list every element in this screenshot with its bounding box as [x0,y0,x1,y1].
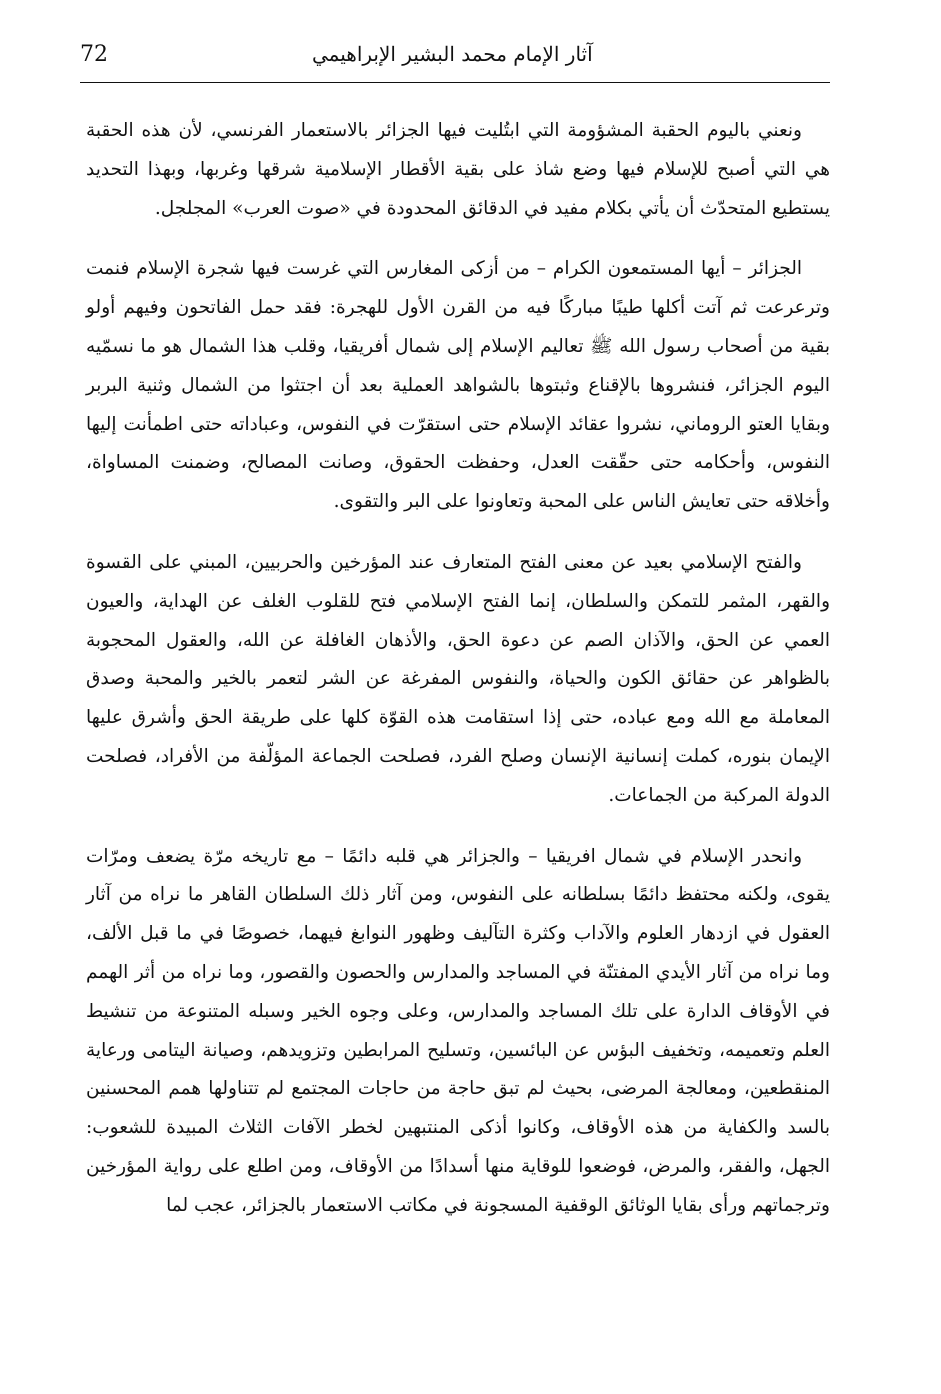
paragraph: وانحدر الإسلام في شمال افريقيا – والجزائر هي قلبه دائمًا – مع تاريخه مرّة يضعف ومرّات يقوى، ولكنه محتفظ دائمًا بسلطانه على النفوس، ومن آثار ذلك السلطان القاهر ما نراه من آثار العقول في ازدهار العلوم والآداب وكثرة التآليف وظهور النوابغ فيهما، خصوصًا في ما قبل الألف، وما نراه من آثار الأيدي المفتنّة في المساجد والمدارس والحصون والقصور، وما نراه من أثر الهمم في الأوقاف الدارة على تلك المساجد والمدارس، وعلى وجوه الخير وسبله المتنوعة من تنشيط العلم وتعميمه، وتخفيف البؤس عن البائسين، وتسليح المرابطين وتزويدهم، وصيانة اليتامى ورعاية المنقطعين، ومعالجة المرضى، بحيث لم تبق حاجة من حاجات المجتمع لم تتناولها همم المحسنين بالسد والكفاية من هذه الأوقاف، وكانوا أذكى المنتبهين لخطر الآفات الثلاث المبيدة للشعوب: الجهل، والفقر، والمرض، فوضعوا للوقاية منها أسدادًا من الأوقاف، ومن اطلع على رواية المؤرخين وترجماتهم ورأى بقايا الوثائق الوقفية المسجونة في مكاتب الاستعمار بالجزائر، عجب لما [86,845,830,1216]
paragraph: ونعني باليوم الحقبة المشؤومة التي ابتُليت فيها الجزائر بالاستعمار الفرنسي، لأن هذه الحقبة هي التي أصبح للإسلام فيها وضع شاذ على بقية الأقطار الإسلامية شرقها وغربها، وبهذا التحديد يستطيع المتحدّث أن يأتي بكلام مفيد في الدقائق المحدودة في «صوت العرب» المجلجل. [86,120,830,219]
paragraph: الجزائر – أيها المستمعون الكرام – من أزكى المغارس التي غرست فيها شجرة الإسلام فنمت وترعرعت ثم آتت أكلها طيبًا مباركًا فيه من القرن الأول للهجرة: فقد حمل الفاتحون وفيهم أولو بقية من أصحاب رسول الله ﷺ تعاليم الإسلام إلى شمال أفريقيا، وقلب هذا الشمال هو ما نسمّيه اليوم الجزائر، فنشروها بالإقناع وثبتوها بالشواهد العملية بعد أن اجتثوا من الشمال وثنية البربر وبقايا العتو الروماني، نشروا عقائد الإسلام حتى استقرّت في النفوس، وعباداته حتى اطمأنت إليها النفوس، وأحكامه حتى حقّقت العدل، وحفظت الحقوق، وصانت المصالح، وضمنت المساواة، وأخلاقه حتى تعايش الناس على المحبة وتعاونوا على البر والتقوى. [86,258,830,513]
page-number: 72 [80,42,108,67]
running-title: آثار الإمام محمد البشير الإبراهيمي [312,42,593,66]
body-text [86,112,830,1248]
paragraph: والفتح الإسلامي بعيد عن معنى الفتح المتعارف عند المؤرخين والحربيين، المبني على القسوة والقهر، المثمر للتمكن والسلطان، إنما الفتح الإسلامي فتح للقلوب الغلف عن الهداية، والعيون العمي عن الحق، والآذان الصم عن دعوة الحق، والأذهان الغافلة عن الله، والعقول المحجوبة بالظواهر عن حقائق الكون والحياة، والنفوس المفرغة عن الشر لتعمر بالخير والمحبة وصدق المعاملة مع الله ومع عباده، حتى إذا استقامت هذه القوّة كلها على طريقة الحق وأشرق عليها الإيمان بنوره، كملت إنسانية الإنسان وصلح الفرد، فصلحت الجماعة المؤلّفة من الأفراد، فصلحت الدولة المركبة من الجماعات. [86,551,830,806]
running-header [80,38,830,83]
